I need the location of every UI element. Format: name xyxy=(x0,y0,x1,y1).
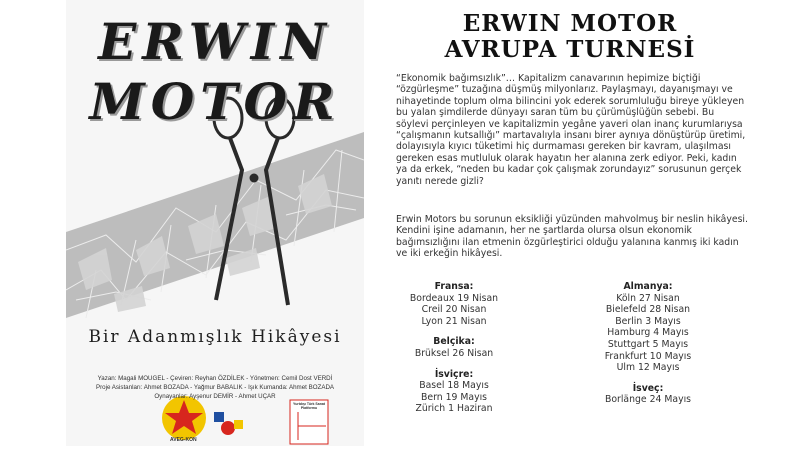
tour-date: Stuttgart 5 Mayıs xyxy=(607,338,689,350)
poster-title-line2: MOTOR xyxy=(89,72,341,131)
article-paragraph-1: “Ekonomik bağımsızlık”… Kapitalizm canavarının hepimize biçtiği “özgürleşme” tuzağına düşmüş milyonlarız. Paylaşmayı, dayanışmayı ve nihayetinde toplum olma bilincini yok ederek sorumluluğu bireye yükleyen bu yalan şimdilerde dünyayı saran tüm bu çürümüşlüğün sebebi. Bu söylevi perçinleyen ve kapitalizmin yegâne yaveri olan inanç kurumlarıysa “çalışmanın kutsallığı” martavalıyla insanı birer aynıya dönüştürüp üretimi, dolayısıyla kıyıcı tüketimi hiç durmaması gereken bir kavram, ulaşılması gereken esas mutluluk olarak hayatın her alanına zerk ediyor. Peki, kadın ya da erkek, “neden bu kadar çok çalışmak zorundayız” sorusunun gerçek yanıtı nerede gizli? xyxy=(396,73,746,187)
tour-column-left xyxy=(366,281,542,415)
tour-date: Basel 18 Mayıs xyxy=(419,380,489,392)
article-title-line2: AVRUPA TURNESİ xyxy=(444,36,696,63)
tour-group-gap xyxy=(366,327,542,336)
avegkon-logo xyxy=(162,396,206,440)
tour-column-right xyxy=(560,281,736,406)
tour-date: Bordeaux 19 Nisan xyxy=(409,292,499,304)
poster-credits-line1: Yazan: Magali MOUGEL - Çeviren: Reyhan ÖZDİLEK - Yönetmen: Cemil Dost VERDİ xyxy=(97,375,333,382)
tour-date: Bielefeld 28 Nisan xyxy=(605,304,691,316)
tour-date: Borlänge 24 Mayıs xyxy=(604,394,692,406)
tour-country: İsviçre: xyxy=(434,368,474,380)
tour-group-gap xyxy=(366,360,542,369)
tour-date: Berlin 3 Mayıs xyxy=(615,315,681,327)
poster xyxy=(66,0,364,446)
avegkon-logo-label: AVEG-KON xyxy=(170,437,197,443)
partner-logo xyxy=(214,412,243,435)
tour-country: İsveç: xyxy=(632,382,664,394)
tsp-logo-label: Yurtdışı Türk Sanat Platformu xyxy=(293,402,325,410)
tour-country: Almanya: xyxy=(623,281,673,292)
tour-date: Lyon 21 Nisan xyxy=(421,315,487,327)
tour-date: Creil 20 Nisan xyxy=(421,304,487,316)
tour-country: Belçika: xyxy=(433,336,475,348)
tour-group-gap xyxy=(560,374,736,383)
tour-date: Ulm 12 Mayıs xyxy=(616,362,680,374)
poster-credits-line3: Oynayanlar: Ayşenur DEMİR - Ahmet UÇAR xyxy=(154,393,276,400)
poster-subtitle: Bir Adanmışlık Hikâyesi xyxy=(88,327,342,347)
tour-country: Fransa: xyxy=(434,281,474,292)
tour-date: Köln 27 Nisan xyxy=(616,292,680,304)
tour-date: Zürich 1 Haziran xyxy=(415,403,493,415)
poster-title-line1: ERWIN xyxy=(98,12,332,71)
tour-date: Bern 19 Mayıs xyxy=(420,391,488,403)
article-paragraph-2: Erwin Motors bu sorunun eksikliği yüzünden mahvolmuş bir neslin hikâyesi. Kendini işine adamanın, her ne şartlarda olursa olsun ekonomik bağımsızlığını ilan etmenin özgürleştirici olduğu yalanına kanmış iki kadın ve iki erkeğin hikâyesi. xyxy=(396,214,748,260)
article-title-line1: ERWIN MOTOR xyxy=(462,10,678,37)
tour-date: Frankfurt 10 Mayıs xyxy=(604,350,692,362)
tour-date: Hamburg 4 Mayıs xyxy=(607,327,689,339)
poster-credits-line2: Proje Asistanları: Ahmet BOZADA - Yağmur BABALIK - Işık Kumanda: Ahmet BOZADA xyxy=(95,384,335,391)
tour-date: Brüksel 26 Nisan xyxy=(414,347,494,359)
